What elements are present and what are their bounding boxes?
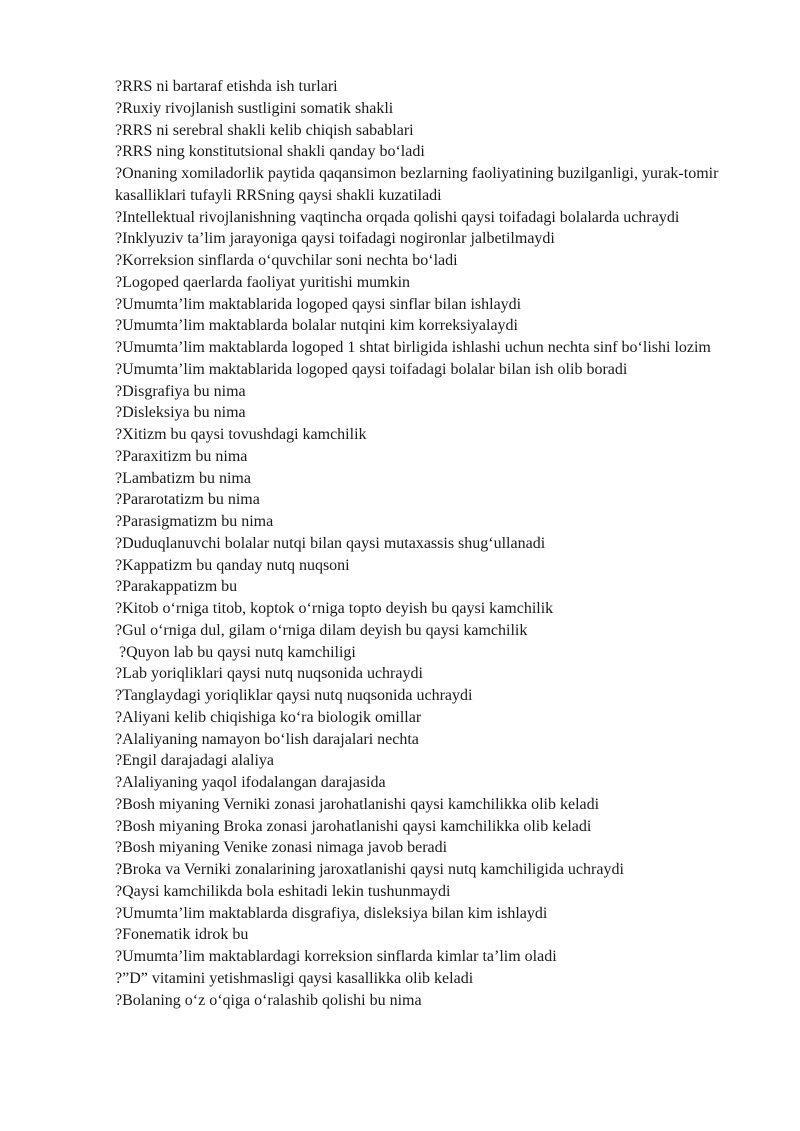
question-item: ?Umumta’lim maktablarda disgrafiya, disleksiya bilan kim ishlaydi bbox=[115, 904, 548, 922]
question-item: ?Umumta’lim maktablarda logoped 1 shtat birligida ishlashi uchun nechta sinf bo‘lishi lozim bbox=[115, 339, 711, 356]
question-item: ?Umumta’lim maktablarida logoped qaysi sinflar bilan ishlaydi bbox=[115, 295, 522, 313]
question-item: ?Bosh miyaning Venike zonasi nimaga javob beradi bbox=[115, 839, 448, 857]
question-item: ?Qaysi kamchilikda bola eshitadi lekin tushunmaydi bbox=[115, 882, 451, 900]
question-list bbox=[115, 76, 745, 1011]
question-item: ?Gul o‘rniga dul, gilam o‘rniga dilam deyish bu qaysi kamchilik bbox=[115, 621, 528, 639]
question-item: ?Umumta’lim maktablardagi korreksion sinflarda kimlar ta’lim oladi bbox=[115, 948, 557, 965]
question-item: ?RRS ning konstitutsional shakli qanday bo‘ladi bbox=[115, 143, 425, 161]
question-item: ?Paraxitizm bu nima bbox=[115, 447, 248, 465]
question-item: ?Umumta’lim maktablarda bolalar nutqini kim korreksiyalaydi bbox=[115, 317, 518, 335]
question-item: ?”D” vitamini yetishmasligi qaysi kasallikka olib keladi bbox=[115, 969, 474, 987]
question-item: ?Alaliyaning yaqol ifodalangan darajasida bbox=[115, 774, 386, 791]
question-item: ?Korreksion sinflarda o‘quvchilar soni nechta bo‘ladi bbox=[115, 252, 458, 269]
question-item: ?Tanglaydagi yoriqliklar qaysi nutq nuqsonida uchraydi bbox=[115, 687, 473, 704]
question-item: ?Logoped qaerlarda faoliyat yuritishi mumkin bbox=[115, 273, 411, 291]
question-item: ?Broka va Verniki zonalarining jaroxatlanishi qaysi nutq kamchiligida uchraydi bbox=[115, 861, 624, 878]
question-item: ?Quyon lab bu qaysi nutq kamchiligi bbox=[115, 643, 356, 661]
question-item: ?RRS ni serebral shakli kelib chiqish sabablari bbox=[115, 121, 414, 139]
question-item: ?Pararotatizm bu nima bbox=[115, 491, 260, 509]
question-item: ?Parasigmatizm bu nima bbox=[115, 513, 274, 530]
question-item: ?Kappatizm bu qanday nutq nuqsoni bbox=[115, 556, 350, 574]
question-item: ?Inklyuziv ta’lim jarayoniga qaysi toifadagi nogironlar jalbetilmaydi bbox=[115, 230, 555, 248]
question-item: ?Umumta’lim maktablarida logoped qaysi toifadagi bolalar bilan ish olib boradi bbox=[115, 360, 628, 378]
question-item: ?Engil darajadagi alaliya bbox=[115, 752, 275, 770]
question-item: ?Duduqlanuvchi bolalar nutqi bilan qaysi mutaxassis shug‘ullanadi bbox=[115, 534, 546, 552]
question-item: ?RRS ni bartaraf etishda ish turlari bbox=[115, 78, 338, 95]
question-item: ?Bosh miyaning Verniki zonasi jarohatlanishi qaysi kamchilikka olib keladi bbox=[115, 795, 600, 813]
question-item: ?Fonematik idrok bu bbox=[115, 926, 249, 944]
question-item: ?Disgrafiya bu nima bbox=[115, 382, 246, 400]
question-item: ?Bolaning o‘z o‘qiga o‘ralashib qolishi bu nima bbox=[115, 991, 422, 1009]
question-item: ?Xitizm bu qaysi tovushdagi kamchilik bbox=[115, 426, 367, 443]
question-item: ?Kitob o‘rniga titob, koptok o‘rniga topto deyish bu qaysi kamchilik bbox=[115, 600, 554, 617]
question-item: ?Aliyani kelib chiqishiga ko‘ra biologik omillar bbox=[115, 708, 422, 726]
question-item: ?Parakappatizm bu bbox=[115, 578, 238, 596]
question-item: ?Intellektual rivojlanishning vaqtincha orqada qolishi qaysi toifadagi bolalarda uchraydi bbox=[115, 208, 680, 226]
question-item: ?Alaliyaning namayon bo‘lish darajalari nechta bbox=[115, 730, 419, 748]
question-item: ?Bosh miyaning Broka zonasi jarohatlanishi qaysi kamchilikka olib keladi bbox=[115, 817, 592, 835]
question-item: ?Onaning xomiladorlik paytida qaqansimon bezlarning faoliyatining buzilganligi, yurak-tomir kasalliklari tufayli RRSning qaysi shakli kuzatiladi bbox=[115, 165, 723, 204]
question-item: ?Lambatizm bu nima bbox=[115, 469, 251, 487]
question-item: ?Ruxiy rivojlanish sustligini somatik shakli bbox=[115, 99, 394, 117]
question-item: ?Disleksiya bu nima bbox=[115, 404, 246, 422]
question-item: ?Lab yoriqliklari qaysi nutq nuqsonida uchraydi bbox=[115, 665, 423, 683]
